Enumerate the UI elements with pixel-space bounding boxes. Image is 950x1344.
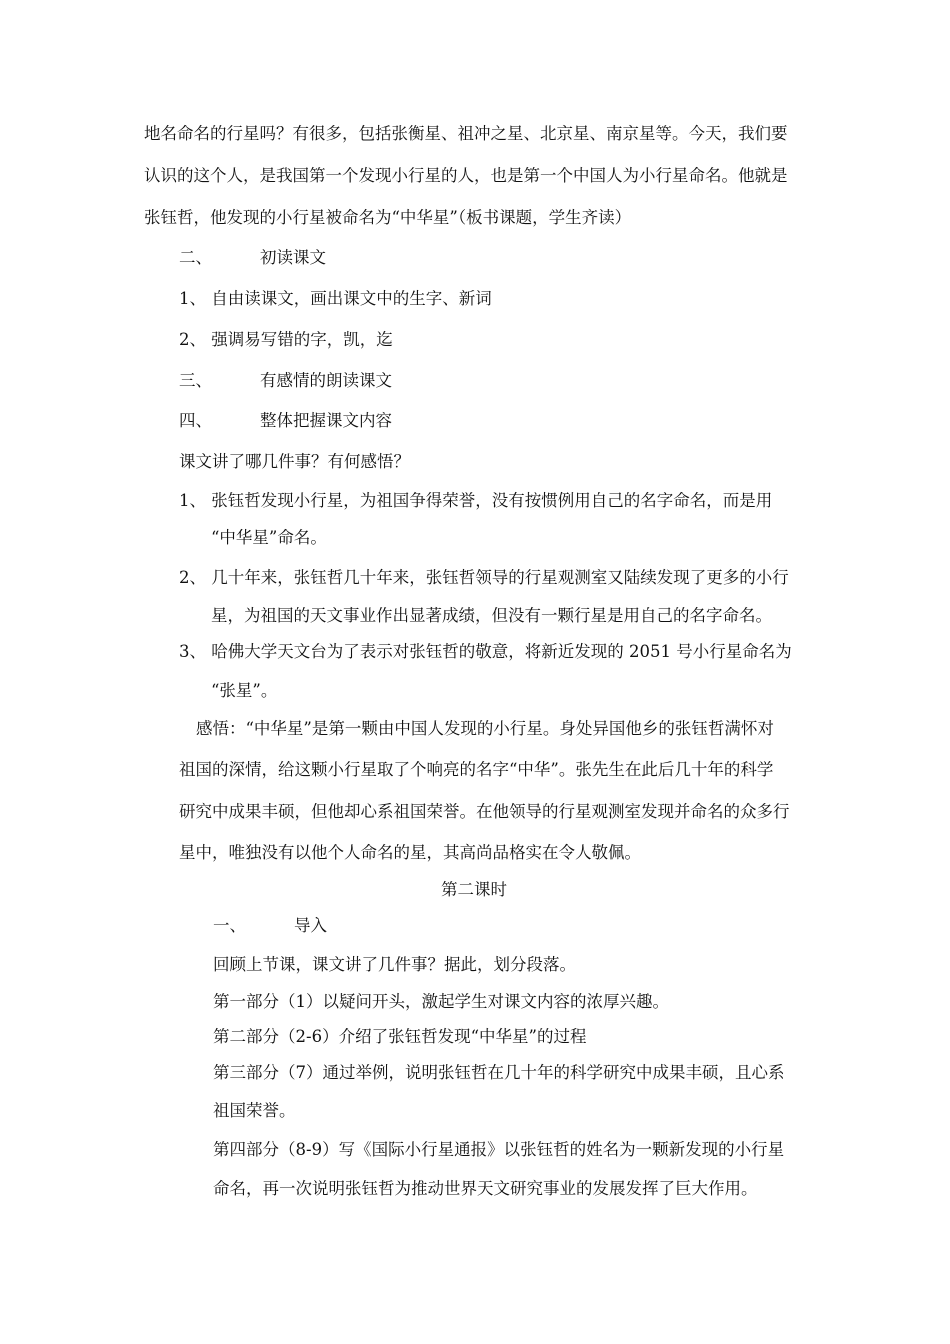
section2-item-2: 2、 强调易写错的字，凯，迄 [179,330,393,349]
part-4-line-1: 第四部分（8-9）写《国际小行星通报》以张钰哲的姓名为一颗新发现的小行星 [213,1140,785,1159]
lesson2-review: 回顾上节课，课文讲了几件事？据此，划分段落。 [213,955,576,974]
feeling-line-4: 星中，唯独没有以他个人命名的星，其高尚品格实在令人敬佩。 [179,843,641,862]
section2-item-1: 1、 自由读课文，画出课文中的生字、新词 [179,289,492,308]
section2-number: 二、 [179,248,212,267]
section4-item-2-line-2: 星，为祖国的天文事业作出显著成绩，但没有一颗行星是用自己的名字命名。 [211,606,772,625]
section2-heading [179,248,326,268]
section3-heading: 三、 有感情的朗读课文 [179,371,392,390]
section4-question: 课文讲了哪几件事？有何感悟？ [179,452,410,471]
lesson2-section1-heading: 一、 导入 [213,916,327,935]
feeling-line-2: 祖国的深情，给这颗小行星取了个响亮的名字“中华”。张先生在此后几十年的科学 [179,760,774,779]
section4-item-3-line-1: 3、 哈佛大学天文台为了表示对张钰哲的敬意，将新近发现的 2051 号小行星命名为 [179,642,792,661]
lesson2-heading: 第二课时 [441,880,507,899]
part-4-line-2: 命名，再一次说明张钰哲为推动世界天文研究事业的发展发挥了巨大作用。 [213,1179,758,1198]
intro-line-2: 认识的这个人，是我国第一个发现小行星的人，也是第一个中国人为小行星命名。他就是 [144,166,788,185]
section4-item-1-line-2: “中华星”命名。 [211,528,327,547]
section4-item-3-line-2: “张星”。 [211,681,278,700]
section4-item-1-line-1: 1、 张钰哲发现小行星，为祖国争得荣誉，没有按惯例用自己的名字命名，而是用 [179,491,773,510]
intro-line-3: 张钰哲，他发现的小行星被命名为“中华星”（板书课题，学生齐读） [144,208,632,227]
section4-heading: 四、 整体把握课文内容 [179,411,392,430]
intro-line-1: 地名命名的行星吗？有很多，包括张衡星、祖冲之星、北京星、南京星等。今天，我们要 [144,124,788,143]
section2-title: 初读课文 [260,248,326,267]
part-3-line-2: 祖国荣誉。 [213,1101,296,1120]
part-3-line-1: 第三部分（7）通过举例，说明张钰哲在几十年的科学研究中成果丰硕，且心系 [213,1063,785,1082]
part-2: 第二部分（2-6）介绍了张钰哲发现“中华星”的过程 [213,1027,587,1046]
feeling-line-1: 感悟：“中华星”是第一颗由中国人发现的小行星。身处异国他乡的张钰哲满怀对 [196,719,774,738]
feeling-line-3: 研究中成果丰硕，但他却心系祖国荣誉。在他领导的行星观测室发现并命名的众多行 [179,802,790,821]
part-1: 第一部分（1）以疑问开头，激起学生对课文内容的浓厚兴趣。 [213,992,669,1011]
section4-item-2-line-1: 2、 几十年来，张钰哲几十年来，张钰哲领导的行星观测室又陆续发现了更多的小行 [179,568,789,587]
